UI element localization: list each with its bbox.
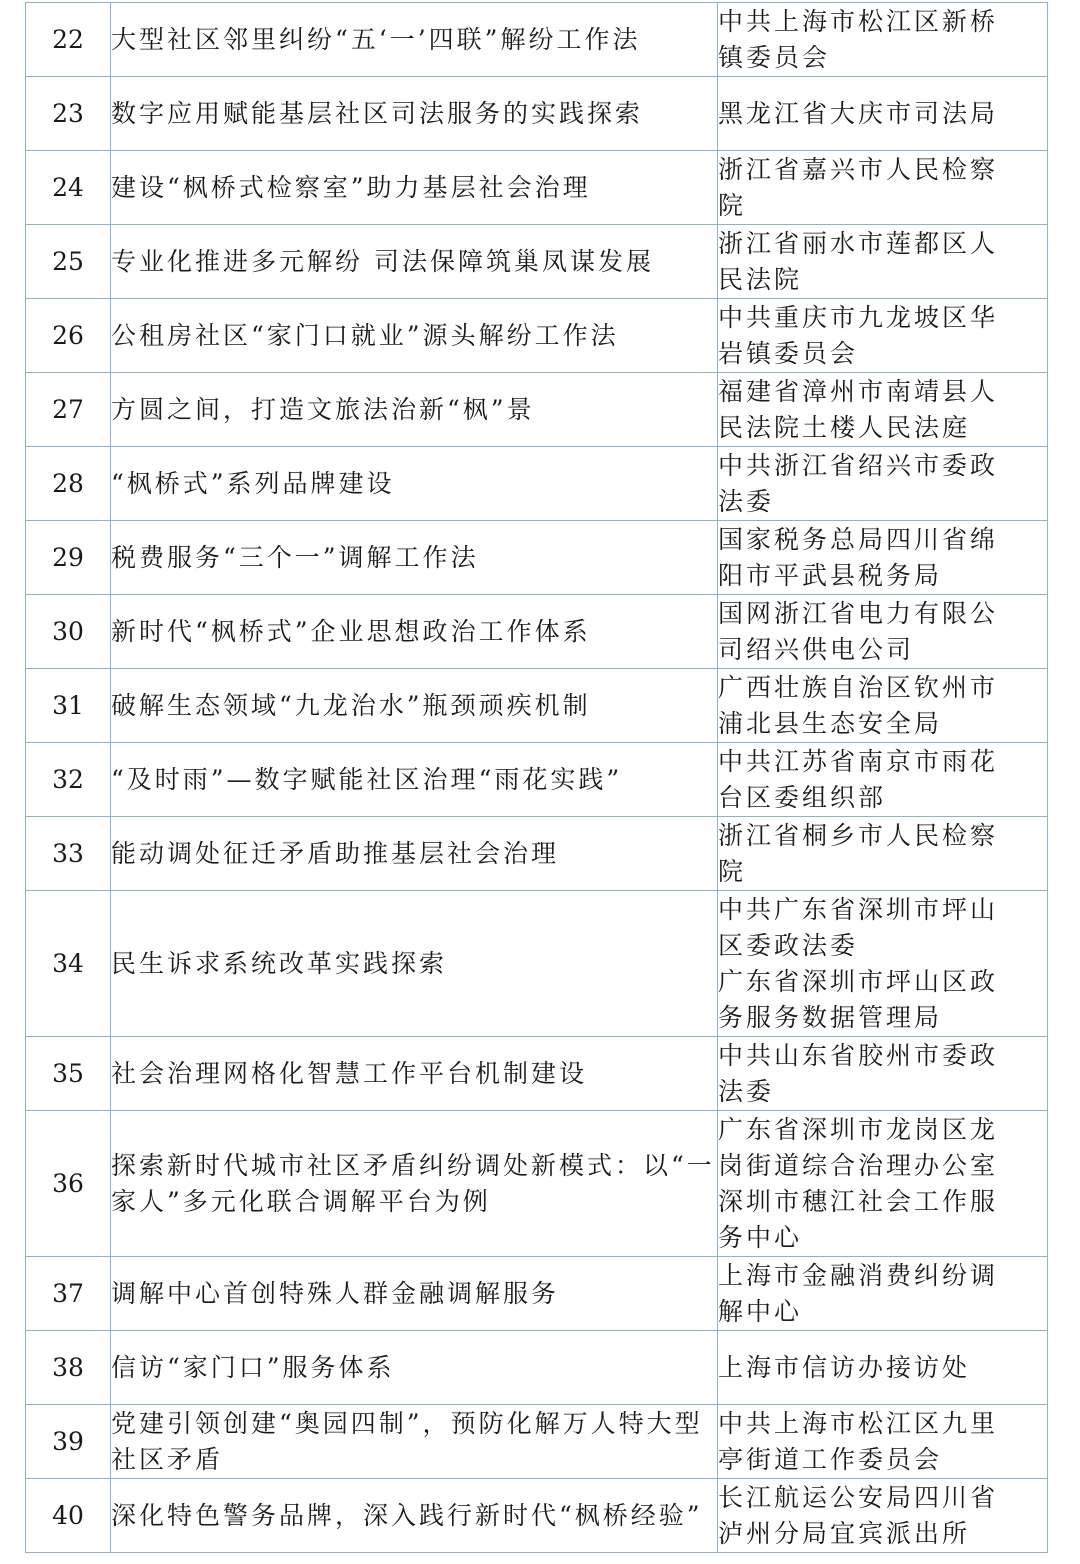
organization-line: 广东省深圳市坪山区政 [718, 966, 999, 996]
table-row [26, 299, 1048, 373]
organization-cell [718, 1257, 1048, 1331]
organization-line: 浦北县生态安全局 [718, 708, 943, 738]
organization-line: 中共浙江省绍兴市委政 [718, 450, 999, 480]
organization-cell [718, 743, 1048, 817]
organization-line: 中共重庆市九龙坡区华 [718, 302, 999, 332]
row-number: 24 [26, 151, 111, 225]
organization-cell [718, 817, 1048, 891]
case-title: 税费服务“三个一”调解工作法 [111, 521, 718, 595]
case-title: 数字应用赋能基层社区司法服务的实践探索 [111, 77, 718, 151]
organization-cell [718, 225, 1048, 299]
row-number: 30 [26, 595, 111, 669]
organization-cell [718, 521, 1048, 595]
table-row [26, 743, 1048, 817]
case-title: 信访“家门口”服务体系 [111, 1331, 718, 1405]
organization-cell [718, 669, 1048, 743]
organization-cell [718, 1037, 1048, 1111]
organization-line: 国网浙江省电力有限公 [718, 598, 999, 628]
organization-line: 镇委员会 [718, 42, 831, 72]
case-title: 探索新时代城市社区矛盾纠纷调处新模式：以“一家人”多元化联合调解平台为例 [111, 1111, 718, 1257]
organization-cell [718, 299, 1048, 373]
organization-line: 浙江省丽水市莲都区人 [718, 228, 999, 258]
table-row [26, 669, 1048, 743]
case-title: 社会治理网格化智慧工作平台机制建设 [111, 1037, 718, 1111]
organization-line: 中共上海市松江区新桥 [718, 6, 999, 36]
organization-line: 国家税务总局四川省绵 [718, 524, 999, 554]
row-number: 40 [26, 1479, 111, 1553]
row-number: 37 [26, 1257, 111, 1331]
organization-line: 台区委组织部 [718, 782, 887, 812]
organization-line: 中共广东省深圳市坪山 [718, 894, 999, 924]
table-row [26, 1257, 1048, 1331]
organization-line: 泸州分局宜宾派出所 [718, 1518, 971, 1548]
organization-line: 务中心 [718, 1222, 803, 1252]
table-row [26, 225, 1048, 299]
row-number: 26 [26, 299, 111, 373]
organization-line: 浙江省嘉兴市人民检察 [718, 154, 999, 184]
case-title: 大型社区邻里纠纷“五‘一’四联”解纷工作法 [111, 3, 718, 77]
organization-line: 中共江苏省南京市雨花 [718, 746, 999, 776]
case-list-table [25, 2, 1048, 1553]
organization-line: 亭街道工作委员会 [718, 1444, 943, 1474]
organization-line: 务服务数据管理局 [718, 1002, 943, 1032]
table-row [26, 1037, 1048, 1111]
organization-line: 民法院 [718, 264, 803, 294]
row-number: 35 [26, 1037, 111, 1111]
organization-line: 黑龙江省大庆市司法局 [718, 98, 999, 128]
case-title: 公租房社区“家门口就业”源头解纷工作法 [111, 299, 718, 373]
organization-cell [718, 447, 1048, 521]
case-title: 能动调处征迁矛盾助推基层社会治理 [111, 817, 718, 891]
organization-line: 浙江省桐乡市人民检察 [718, 820, 999, 850]
case-title: 民生诉求系统改革实践探索 [111, 891, 718, 1037]
organization-line: 上海市金融消费纠纷调 [718, 1260, 999, 1290]
organization-line: 福建省漳州市南靖县人 [718, 376, 999, 406]
case-title: 破解生态领域“九龙治水”瓶颈顽疾机制 [111, 669, 718, 743]
table-row [26, 373, 1048, 447]
row-number: 32 [26, 743, 111, 817]
case-title: 专业化推进多元解纷 司法保障筑巢凤谋发展 [111, 225, 718, 299]
row-number: 33 [26, 817, 111, 891]
table-row [26, 891, 1048, 1037]
organization-cell [718, 1479, 1048, 1553]
case-title: 党建引领创建“奥园四制”，预防化解万人特大型社区矛盾 [111, 1405, 718, 1479]
organization-cell [718, 595, 1048, 669]
organization-line: 岩镇委员会 [718, 338, 859, 368]
row-number: 31 [26, 669, 111, 743]
case-title: 新时代“枫桥式”企业思想政治工作体系 [111, 595, 718, 669]
organization-line: 院 [718, 190, 747, 220]
case-title: 建设“枫桥式检察室”助力基层社会治理 [111, 151, 718, 225]
row-number: 28 [26, 447, 111, 521]
table-row [26, 595, 1048, 669]
organization-line: 民法院土楼人民法庭 [718, 412, 971, 442]
row-number: 39 [26, 1405, 111, 1479]
organization-cell [718, 77, 1048, 151]
table-row [26, 77, 1048, 151]
table-row [26, 817, 1048, 891]
organization-cell [718, 151, 1048, 225]
case-title: “枫桥式”系列品牌建设 [111, 447, 718, 521]
organization-cell [718, 3, 1048, 77]
organization-line: 区委政法委 [718, 930, 859, 960]
case-title: 深化特色警务品牌，深入践行新时代“枫桥经验” [111, 1479, 718, 1553]
table-row [26, 521, 1048, 595]
organization-line: 阳市平武县税务局 [718, 560, 943, 590]
organization-line: 广东省深圳市龙岗区龙 [718, 1114, 999, 1144]
organization-line: 院 [718, 856, 747, 886]
row-number: 38 [26, 1331, 111, 1405]
row-number: 29 [26, 521, 111, 595]
case-table-body [26, 3, 1048, 1553]
row-number: 36 [26, 1111, 111, 1257]
table-row [26, 1331, 1048, 1405]
organization-cell [718, 891, 1048, 1037]
organization-cell [718, 1331, 1048, 1405]
organization-cell [718, 373, 1048, 447]
row-number: 25 [26, 225, 111, 299]
organization-line: 长江航运公安局四川省 [718, 1482, 999, 1512]
case-title: 调解中心首创特殊人群金融调解服务 [111, 1257, 718, 1331]
organization-line: 法委 [718, 1076, 775, 1106]
case-title: “及时雨”—数字赋能社区治理“雨花实践” [111, 743, 718, 817]
case-title: 方圆之间，打造文旅法治新“枫”景 [111, 373, 718, 447]
organization-line: 岗街道综合治理办公室 [718, 1150, 999, 1180]
table-row [26, 151, 1048, 225]
organization-line: 深圳市穗江社会工作服 [718, 1186, 999, 1216]
table-row [26, 1479, 1048, 1553]
organization-line: 中共上海市松江区九里 [718, 1408, 999, 1438]
organization-cell [718, 1405, 1048, 1479]
row-number: 27 [26, 373, 111, 447]
table-row [26, 1405, 1048, 1479]
organization-line: 法委 [718, 486, 775, 516]
organization-line: 上海市信访办接访处 [718, 1352, 971, 1382]
organization-line: 司绍兴供电公司 [718, 634, 915, 664]
row-number: 22 [26, 3, 111, 77]
table-row [26, 1111, 1048, 1257]
organization-line: 解中心 [718, 1296, 803, 1326]
table-row [26, 3, 1048, 77]
row-number: 23 [26, 77, 111, 151]
row-number: 34 [26, 891, 111, 1037]
organization-cell [718, 1111, 1048, 1257]
organization-line: 广西壮族自治区钦州市 [718, 672, 999, 702]
table-row [26, 447, 1048, 521]
organization-line: 中共山东省胶州市委政 [718, 1040, 999, 1070]
